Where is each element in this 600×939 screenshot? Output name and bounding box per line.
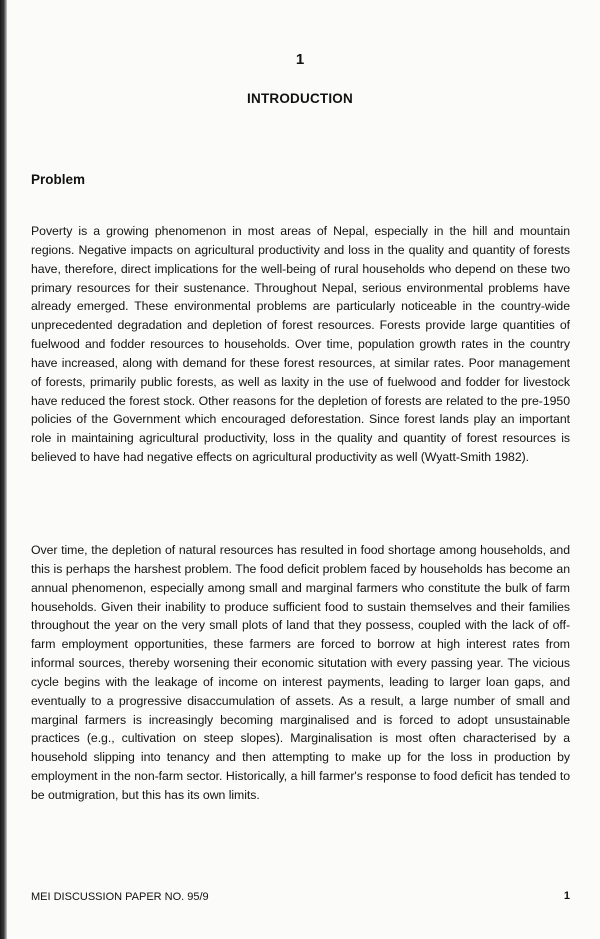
scan-binding-edge (0, 0, 7, 939)
footer-series-label: MEI DISCUSSION PAPER NO. 95/9 (31, 891, 209, 903)
section-heading: Problem (31, 172, 86, 187)
paragraph-2: Over time, the depletion of natural resources has resulted in food shortage among households, and this is perhaps the harshest problem. The food deficit problem faced by households has become an annual phenomenon, especially among small and marginal farmers who constitute the bulk of farm households. Given their inability to produce sufficient food to sustain themselves and their families throughout the year on the very small plots of land that they possess, coupled with the lack of off-farm employment opportunities, these farmers are forced to borrow at high interest rates from informal sources, thereby worsening their economic situtation with every passing year. The vicious cycle begins with the leakage of income on interest payments, leading to larger loan gaps, and eventually to a progressive disaccumulation of assets. As a result, a large number of small and marginal farmers is increasingly becoming marginalised and is forced to adopt unsustainable practices (e.g., cultivation on steep slopes). Marginalisation is most often characterised by a household slipping into tenancy and then attempting to make up for the loss in production by employment in the non-farm sector. Historically, a hill farmer's response to food deficit has tended to be outmigration, but this has its own limits. (31, 543, 570, 802)
chapter-number: 1 (295, 51, 305, 68)
footer-page-number: 1 (563, 890, 570, 902)
paragraph-1: Poverty is a growing phenomenon in most areas of Nepal, especially in the hill and mountain regions. Negative impacts on agricultural productivity and loss in the quality and quantity of forests have, therefore, direct implications for the well-being of rural households who depend on these two primary resources for their sustenance. Throughout Nepal, serious environmental problems have already emerged. These environmental problems are particularly noticeable in the country-wide unprecedented degradation and depletion of forest resources. Forests provide large quantities of fuelwood and fodder resources to households. Over time, population growth rates in the country have increased, along with demand for these forest resources, at similar rates. Poor management of forests, primarily public forests, as well as laxity in the use of fuelwood and fodder for livestock have reduced the forest stock. Other reasons for the depletion of forests are related to the pre-1950 policies of the Government which encouraged deforestation. Since forest lands play an important role in maintaining agricultural productivity, loss in the quality and quantity of forest resources is believed to have had negative effects on agricultural productivity as well (Wyatt-Smith 1982). (31, 224, 570, 465)
chapter-title: INTRODUCTION (247, 91, 353, 106)
